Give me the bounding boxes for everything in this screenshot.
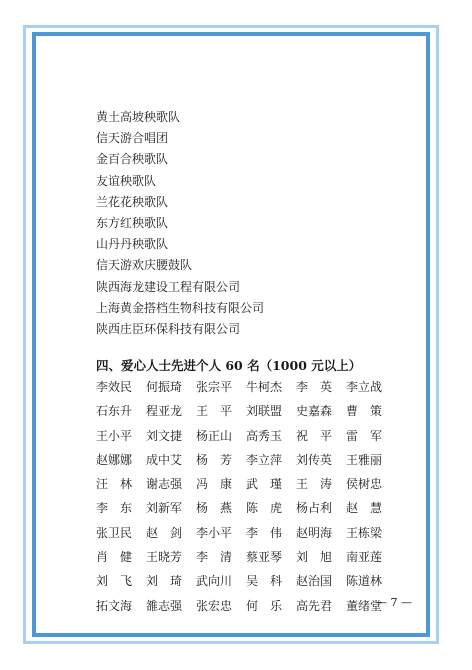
person-name: 赵娜娜 xyxy=(96,452,133,467)
person-name: 曹 策 xyxy=(346,404,383,419)
person-name: 王 涛 xyxy=(296,477,333,492)
person-name: 谢志强 xyxy=(146,477,183,492)
person-name: 刘 飞 xyxy=(96,574,133,589)
list-item: 陕西庄臣环保科技有限公司 xyxy=(96,321,241,336)
person-name: 赵 剑 xyxy=(146,525,183,540)
person-name: 高先君 xyxy=(296,598,333,613)
person-name: 蔡亚琴 xyxy=(246,550,283,565)
list-item: 信天游合唱团 xyxy=(96,131,169,146)
person-name: 程亚龙 xyxy=(146,404,183,419)
list-item: 上海黄金搭档生物科技有限公司 xyxy=(96,300,265,315)
person-name: 刘 旭 xyxy=(296,550,333,565)
list-item: 兰花花秧歌队 xyxy=(96,194,169,209)
person-name: 成中艾 xyxy=(146,452,183,467)
list-item: 山丹丹秧歌队 xyxy=(96,237,169,252)
person-name: 张卫民 xyxy=(96,525,133,540)
person-name: 杨 芳 xyxy=(196,452,233,467)
person-name: 刘新军 xyxy=(146,501,183,516)
person-name: 王 平 xyxy=(196,404,233,419)
list-item: 友谊秧歌队 xyxy=(96,173,157,188)
list-item: 东方红秧歌队 xyxy=(96,215,169,230)
person-name: 冯 康 xyxy=(196,477,233,492)
page-number: — 7 — xyxy=(376,596,412,609)
person-name: 汪 林 xyxy=(96,477,133,492)
person-name: 高秀玉 xyxy=(246,428,283,443)
person-name: 李 东 xyxy=(96,501,133,516)
person-name: 刘联盟 xyxy=(246,404,283,419)
person-name: 刘文捷 xyxy=(146,428,183,443)
person-name: 刘 琦 xyxy=(146,574,183,589)
person-name: 杨正山 xyxy=(196,428,233,443)
person-name: 南亚莲 xyxy=(346,550,383,565)
person-name: 肖 健 xyxy=(96,550,133,565)
person-name: 李 英 xyxy=(296,380,333,394)
person-name: 李 清 xyxy=(196,550,233,565)
person-name: 杨 燕 xyxy=(196,501,233,516)
person-name: 王栋梁 xyxy=(346,525,383,540)
person-name: 武向川 xyxy=(196,574,233,589)
person-name: 李 伟 xyxy=(246,525,283,540)
organization-list xyxy=(96,107,264,340)
person-name: 赵 慧 xyxy=(346,501,383,516)
person-name: 祝 平 xyxy=(296,428,333,443)
person-name: 侯树忠 xyxy=(346,477,383,492)
person-name: 史嘉森 xyxy=(296,404,333,419)
list-item: 金百合秧歌队 xyxy=(96,152,169,167)
person-name: 李立战 xyxy=(346,380,383,394)
list-item: 黄土高坡秧歌队 xyxy=(96,110,181,124)
person-name: 何 乐 xyxy=(246,598,283,613)
list-item: 信天游欢庆腰鼓队 xyxy=(96,258,193,273)
section-heading: 四、爱心人士先进个人 60 名（1000 元以上） xyxy=(96,358,362,373)
person-name: 王晓芳 xyxy=(146,550,183,565)
person-name: 李效民 xyxy=(96,380,133,394)
person-name: 雒志强 xyxy=(146,598,183,613)
person-name: 刘传英 xyxy=(296,452,333,467)
person-name: 拓文海 xyxy=(96,598,133,613)
person-name: 吴 科 xyxy=(246,574,283,589)
person-name: 李立萍 xyxy=(246,452,283,467)
person-name: 何振琦 xyxy=(146,380,183,394)
person-name: 石东升 xyxy=(96,404,133,419)
list-item: 陕西海龙建设工程有限公司 xyxy=(96,279,241,294)
person-name: 武 瑾 xyxy=(246,477,283,492)
names-grid xyxy=(96,375,396,618)
person-name: 张宗平 xyxy=(196,380,233,394)
person-name: 王雅丽 xyxy=(346,452,383,467)
person-name: 杨占利 xyxy=(296,501,333,516)
person-name: 董绪堂 xyxy=(346,598,383,613)
person-name: 雷 军 xyxy=(346,428,383,443)
person-name: 赵治国 xyxy=(296,574,333,589)
person-name: 牛柯杰 xyxy=(246,380,283,394)
person-name: 陈道林 xyxy=(346,574,383,589)
person-name: 李小平 xyxy=(196,525,233,540)
person-name: 张宏忠 xyxy=(196,598,233,613)
person-name: 陈 虎 xyxy=(246,501,283,516)
person-name: 王小平 xyxy=(96,428,133,443)
person-name: 赵明海 xyxy=(296,525,333,540)
